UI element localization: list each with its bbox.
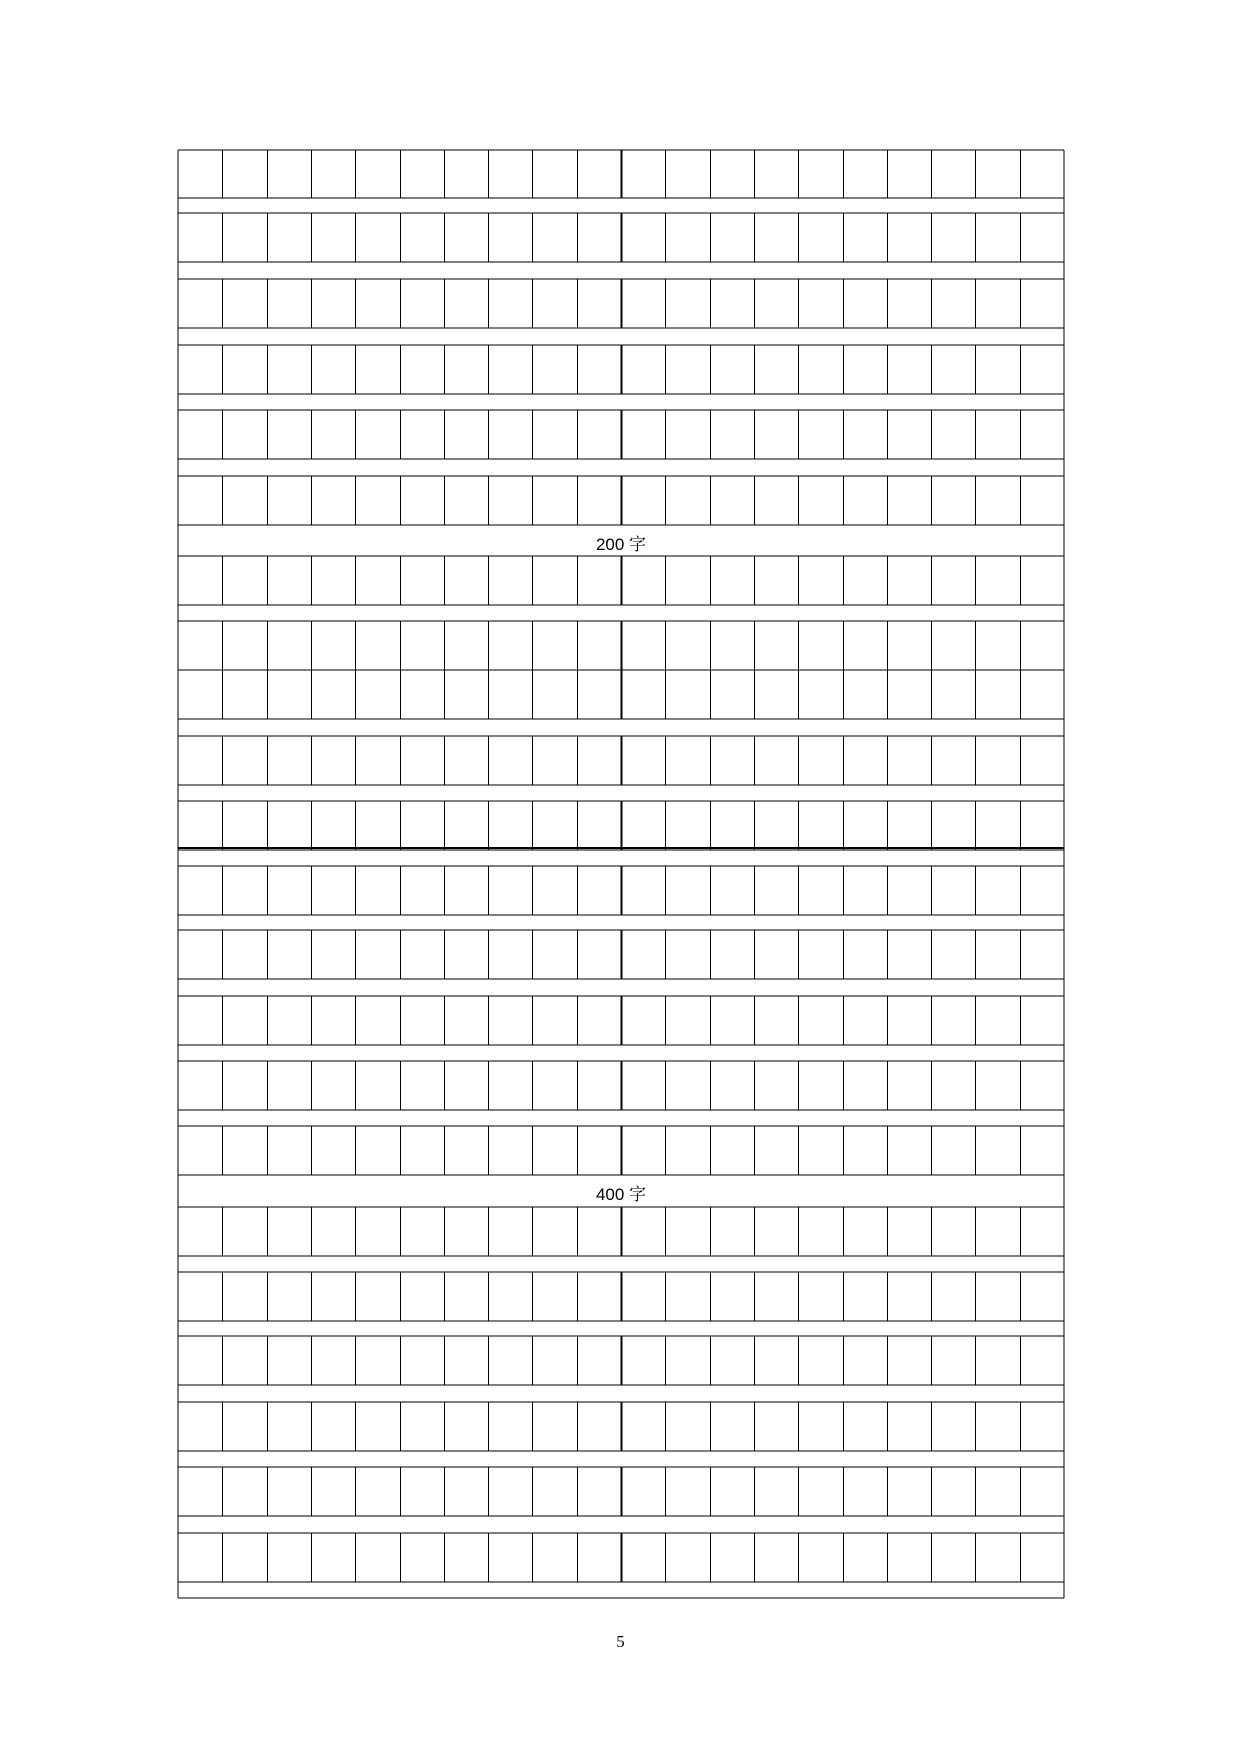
word-count-marker: 400 字 bbox=[595, 1185, 647, 1204]
page-number: 5 bbox=[616, 1632, 625, 1651]
word-count-marker: 200 字 bbox=[595, 534, 647, 554]
